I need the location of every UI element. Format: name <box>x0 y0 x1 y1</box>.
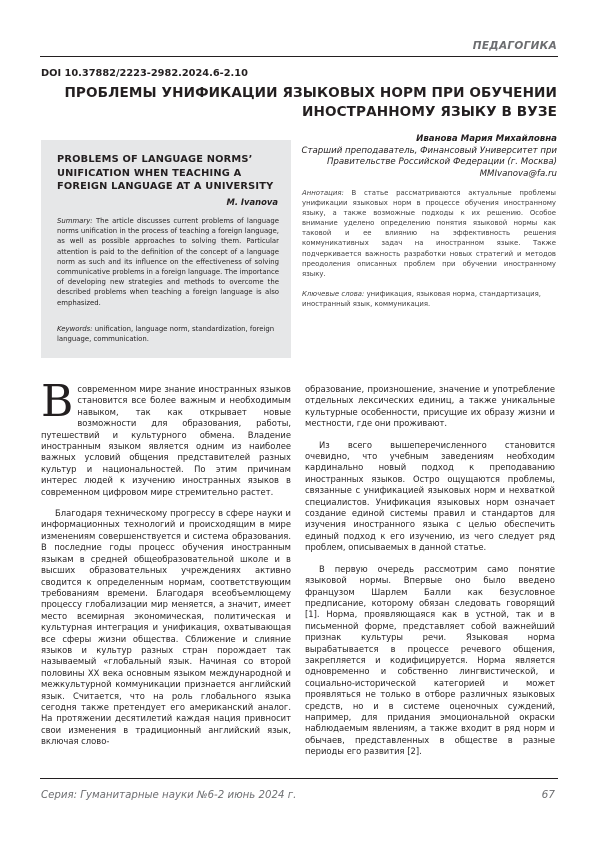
abstract-text: В статье рассматриваются актуальные проблемы унификации языковых норм в процессе обучения иностранному языку, а также возможные подходы к их решению. Особое внимание уделено определению понятия языковой нормы как таковой и ее влиянию на эффективность решения коммуникативных задач на иностранном языке. Также подчеркивается важность разработки новых стратегий и методов преодоления описанных проблем при обучении иностранному языку. <box>302 189 556 278</box>
english-keywords <box>57 324 279 344</box>
header-rule <box>40 56 558 57</box>
summary-label: Summary: <box>57 217 93 225</box>
english-abstract-box <box>41 140 291 358</box>
article-title: ПРОБЛЕМЫ УНИФИКАЦИИ ЯЗЫКОВЫХ НОРМ ПРИ ОБУЧЕНИИ ИНОСТРАННОМУ ЯЗЫКУ В ВУЗЕ <box>64 85 557 120</box>
section-label: ПЕДАГОГИКА <box>472 40 557 52</box>
author-affiliation: Старший преподаватель, Финансовый Университет при Правительстве Российской Федерации (г. Москва) <box>301 145 557 168</box>
page-number: 67 <box>541 789 555 801</box>
journal-series: Серия: Гуманитарные науки №6-2 июнь 2024 г. <box>41 790 297 801</box>
ru-keywords-text: унификация, языковая норма, стандартизация, иностранный язык, коммуникация. <box>302 290 541 309</box>
body-column-right <box>305 384 555 768</box>
english-summary <box>57 216 279 308</box>
author-email: MMIvanova@fa.ru <box>479 168 557 179</box>
ru-keywords-label: Ключевые слова: <box>302 290 365 298</box>
footer-rule <box>40 778 558 779</box>
body-column-left <box>41 376 291 758</box>
author-name: Иванова Мария Михайловна <box>416 134 557 144</box>
paragraph: Благодаря техническому прогрессу в сфере науки и информационных технологий и происходящим в мире изменениям совершенствуется и система образования. В последние годы процесс обучения иностранным языкам в средней общеобразовательной школе и в высших образовательных учреждениях активно сводится к определенным нормам, соответствующим требованиям времени. Благодаря всеобъемлющему процессу глобализации мир меняется, а значит, имеет место всемирная экономическая, политическая и культурная интеграция и унификация, охватывающая все сферы жизни общества. Сближение и слияние языков и культур разных стран порождает так называемый «глобальный язык. Начиная со второй половины XX века основным языком международной и межкультурной коммуникации признается английский язык. Считается, что на роль глобального языка сегодня также претендует его американский аналог. На протяжении десятилетий каждая нация привносит свои изменения в традиционный английский язык, включая слово- <box>41 508 291 747</box>
author-block <box>287 134 557 180</box>
keywords-label: Keywords: <box>57 325 93 333</box>
paragraph: Из всего вышеперечисленного становится очевидно, что учебным заведениям необходим кардинально новый подход к преподаванию иностранных языков. Остро ощущаются проблемы, связанные с унификацией языковых норм и нехваткой специалистов. Унификация языковых норм означает создание единой системы правил и стандартов для изучения иностранного языка с целью обеспечить единый подход к его изучению, из чего следует ряд проблем, описываемых в данной статье. <box>305 439 555 553</box>
russian-keywords <box>302 289 556 309</box>
paragraph: В первую очередь рассмотрим само понятие языковой нормы. Впервые оно было введено французом Шарлем Балли как безусловное предписание, которому обязан следовать говорящий [1]. Норма, проявляющаяся как в устной, так и в письменной форме, представляет собой важнейший признак культуры речи. Языковая норма вырабатывается в процессе речевого общения, закрепляется и кодифицируется. Норма является одновременно и собственно лингвистической, и социально-исторической категорией и может проявляться не только в отборе различных языковых средств, но и в системе оценочных суждений, например, для придания эмоциональной окраски наблюдаемым явлениям, а также входит в ряд норм и обычаев, представленных в обществе в разные периоды его развития [2]. <box>305 563 555 757</box>
paragraph: Всовременном мире знание иностранных языков становится все более важным и необходимым навыком, так как открывает новые возможности для образования, работы, путешествий и культурного обмена. Владение иностранным языком является одним из наиболее важных условий общения представителей разных культур и национальностей. По этим причинам интерес людей к изучению иностранных языков в современном цифровом мире стремительно растет. <box>41 376 291 497</box>
doi: DOI 10.37882/2223-2982.2024.6-2.10 <box>41 68 248 79</box>
keywords-text: unification, language norm, standardization, foreign language, communication. <box>57 325 275 344</box>
abstract-label: Аннотация: <box>302 189 344 197</box>
english-author: M. Ivanova <box>226 197 278 207</box>
russian-abstract <box>302 188 556 279</box>
drop-cap: В <box>41 376 74 427</box>
summary-text: The article discusses current problems of language norms unification in the process of teaching a foreign language, as well as possible approaches to solving them. Particular attention is paid to the definition of the concept of a language norm as such and its influence on the effectiveness of solving communicative problems in a foreign language. The importance of developing new strategies and methods to overcome the described problems when teaching a foreign language is also emphasized. <box>57 217 279 307</box>
paragraph: образование, произношение, значение и употребление отдельных лексических единиц, а также уникальные культурные особенности, присущие их образу жизни и местности, где они проживают. <box>305 384 555 429</box>
english-title: PROBLEMS OF LANGUAGE NORMS’ UNIFICATION WHEN TEACHING A FOREIGN LANGUAGE AT A UNIVERSITY <box>57 154 274 193</box>
